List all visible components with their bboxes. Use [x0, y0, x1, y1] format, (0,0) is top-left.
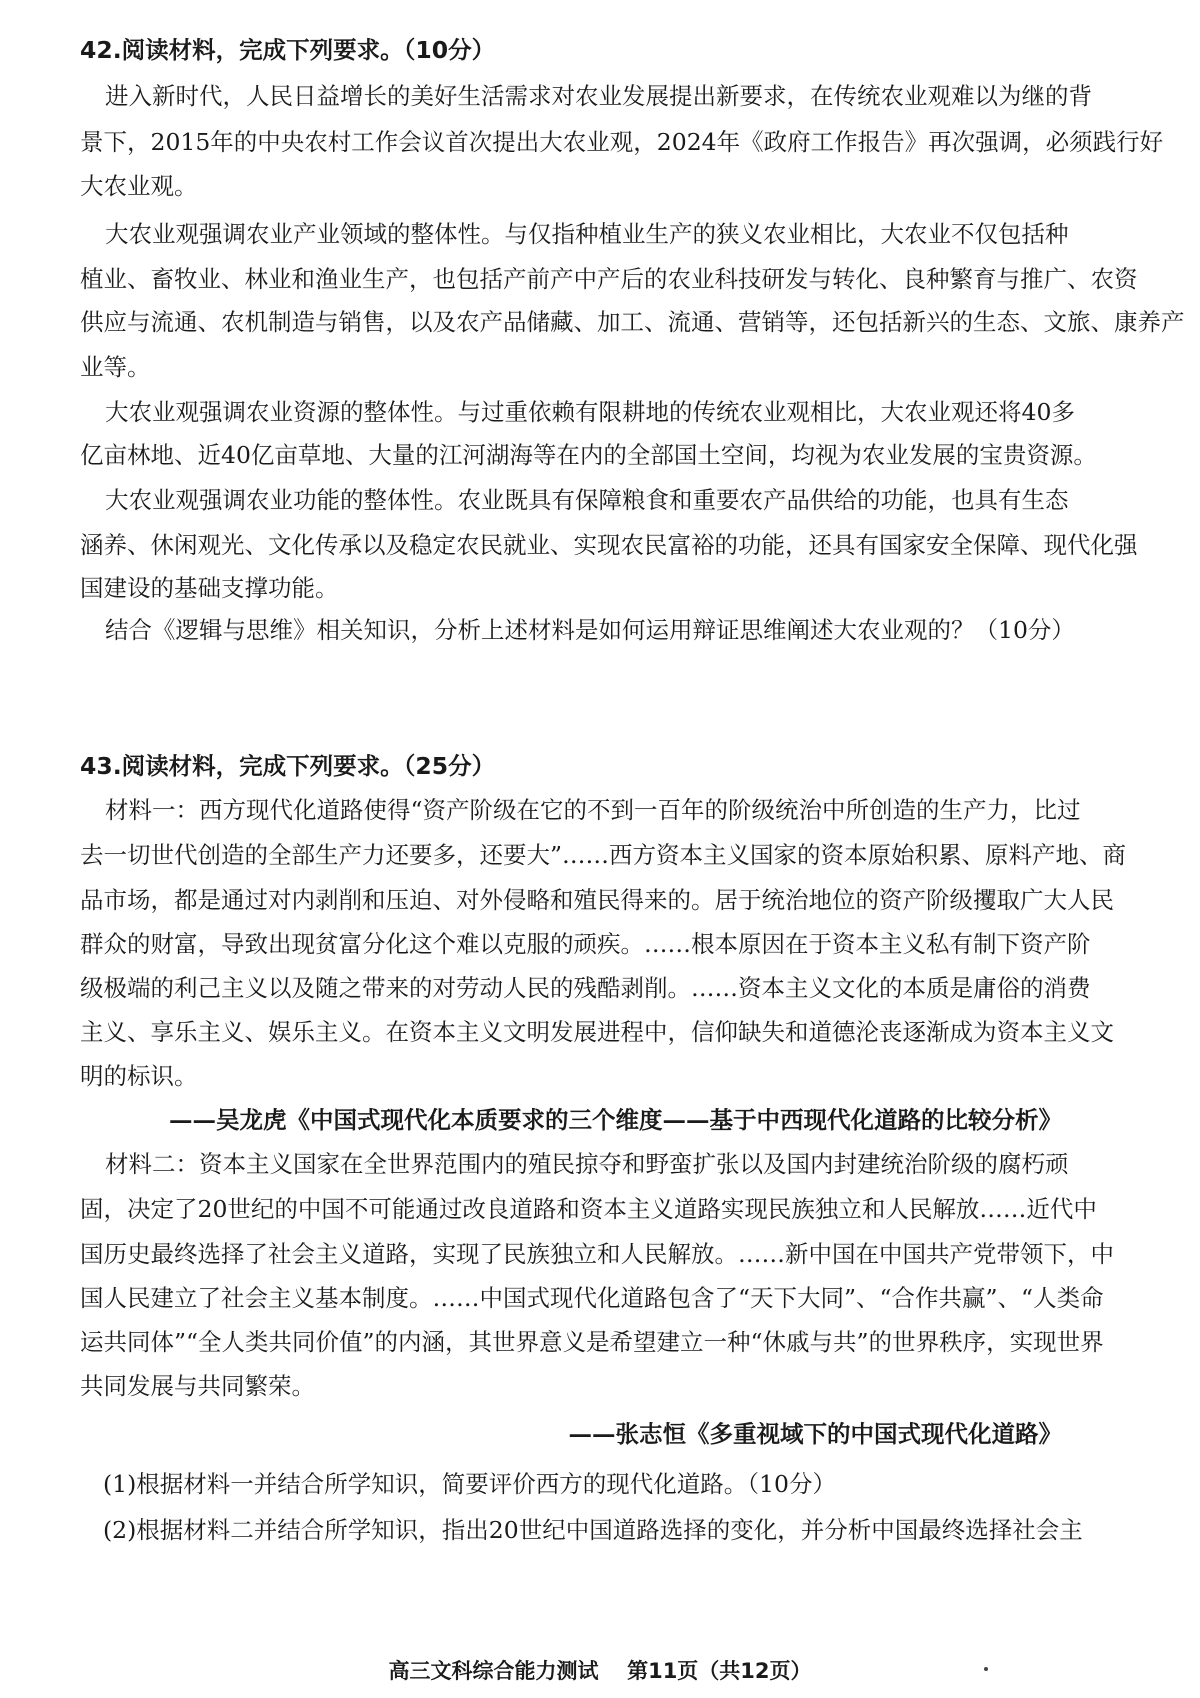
page-footer [0, 1656, 1200, 1686]
q42-p2-line: 大农业观强调农业产业领域的整体性。与仅指种植业生产的狭义农业相比，大农业不仅包括种 [105, 220, 1069, 248]
q42-p1-line: 大农业观。 [80, 172, 198, 200]
q43-m2-line: 共同发展与共同繁荣。 [80, 1372, 315, 1400]
q43-m1-line: 明的标识。 [80, 1062, 198, 1090]
q43-heading: 43.阅读材料，完成下列要求。（25分） [80, 752, 496, 780]
q43-m2-line: 国历史最终选择了社会主义道路，实现了民族独立和人民解放。……新中国在中国共产党带领下，中 [80, 1240, 1114, 1268]
q42-p2-line: 供应与流通、农机制造与销售，以及农产品储藏、加工、流通、营销等，还包括新兴的生态、文旅、康养产 [80, 308, 1185, 336]
q42-p4-line: 大农业观强调农业功能的整体性。农业既具有保障粮食和重要农产品供给的功能，也具有生态 [105, 486, 1069, 514]
q42-p2-line: 业等。 [80, 353, 151, 381]
q42-p3-line: 亿亩林地、近40亿亩草地、大量的江河湖海等在内的全部国土空间，均视为农业发展的宝贵资源。 [80, 441, 1097, 469]
q43-m2-line: 固，决定了20世纪的中国不可能通过改良道路和资本主义道路实现民族独立和人民解放……近代中 [80, 1195, 1097, 1223]
q43-m1-line: 去一切世代创造的全部生产力还要多，还要大”……西方资本主义国家的资本原始积累、原料产地、商 [80, 841, 1127, 869]
q43-m1-line: 材料一：西方现代化道路使得“资产阶级在它的不到一百年的阶级统治中所创造的生产力，比过 [105, 796, 1081, 824]
q42-task: 结合《逻辑与思维》相关知识，分析上述材料是如何运用辩证思维阐述大农业观的？（10分） [105, 616, 1075, 644]
q43-m1-line: 主义、享乐主义、娱乐主义。在资本主义文明发展进程中，信仰缺失和道德沦丧逐渐成为资本主义文 [80, 1018, 1114, 1046]
q42-p3-line: 大农业观强调农业资源的整体性。与过重依赖有限耕地的传统农业观相比，大农业观还将40多 [105, 398, 1075, 426]
q43-m1-line: 品市场，都是通过对内剥削和压迫、对外侵略和殖民得来的。居于统治地位的资产阶级攫取广大人民 [80, 886, 1114, 914]
q43-m2-source: ——张志恒《多重视域下的中国式现代化道路》 [568, 1420, 1062, 1448]
q43-m1-source: ——吴龙虎《中国式现代化本质要求的三个维度——基于中西现代化道路的比较分析》 [169, 1106, 1062, 1134]
page-number: 第11页（共12页） [627, 1659, 812, 1683]
q42-p4-line: 涵养、休闲观光、文化传承以及稳定农民就业、实现农民富裕的功能，还具有国家安全保障、现代化强 [80, 531, 1138, 559]
q43-sub1: (1)根据材料一并结合所学知识，简要评价西方的现代化道路。（10分） [103, 1470, 836, 1498]
exam-title: 高三文科综合能力测试 [388, 1659, 599, 1683]
q43-m1-line: 级极端的利己主义以及随之带来的对劳动人民的残酷剥削。……资本主义文化的本质是庸俗的消费 [80, 974, 1091, 1002]
q42-p4-line: 国建设的基础支撑功能。 [80, 574, 339, 602]
q42-p2-line: 植业、畜牧业、林业和渔业生产，也包括产前产中产后的农业科技研发与转化、良种繁育与推广、农资 [80, 265, 1138, 293]
q42-p1-line: 景下，2015年的中央农村工作会议首次提出大农业观，2024年《政府工作报告》再次强调，必须践行好 [80, 128, 1164, 156]
q43-m1-line: 群众的财富，导致出现贫富分化这个难以克服的顽疾。……根本原因在于资本主义私有制下资产阶 [80, 930, 1091, 958]
q43-m2-line: 国人民建立了社会主义基本制度。……中国式现代化道路包含了“天下大同”、“合作共赢”、“人类命 [80, 1284, 1104, 1312]
q43-m2-line: 运共同体”“全人类共同价值”的内涵，其世界意义是希望建立一种“休戚与共”的世界秩序，实现世界 [80, 1328, 1104, 1356]
q42-heading: 42.阅读材料，完成下列要求。（10分） [80, 36, 496, 64]
q42-p1-line: 进入新时代，人民日益增长的美好生活需求对农业发展提出新要求，在传统农业观难以为继的背 [105, 82, 1092, 110]
q43-sub2: (2)根据材料二并结合所学知识，指出20世纪中国道路选择的变化，并分析中国最终选择社会主 [103, 1516, 1083, 1544]
stray-dot [984, 1667, 988, 1671]
q43-m2-line: 材料二：资本主义国家在全世界范围内的殖民掠夺和野蛮扩张以及国内封建统治阶级的腐朽顽 [105, 1150, 1069, 1178]
